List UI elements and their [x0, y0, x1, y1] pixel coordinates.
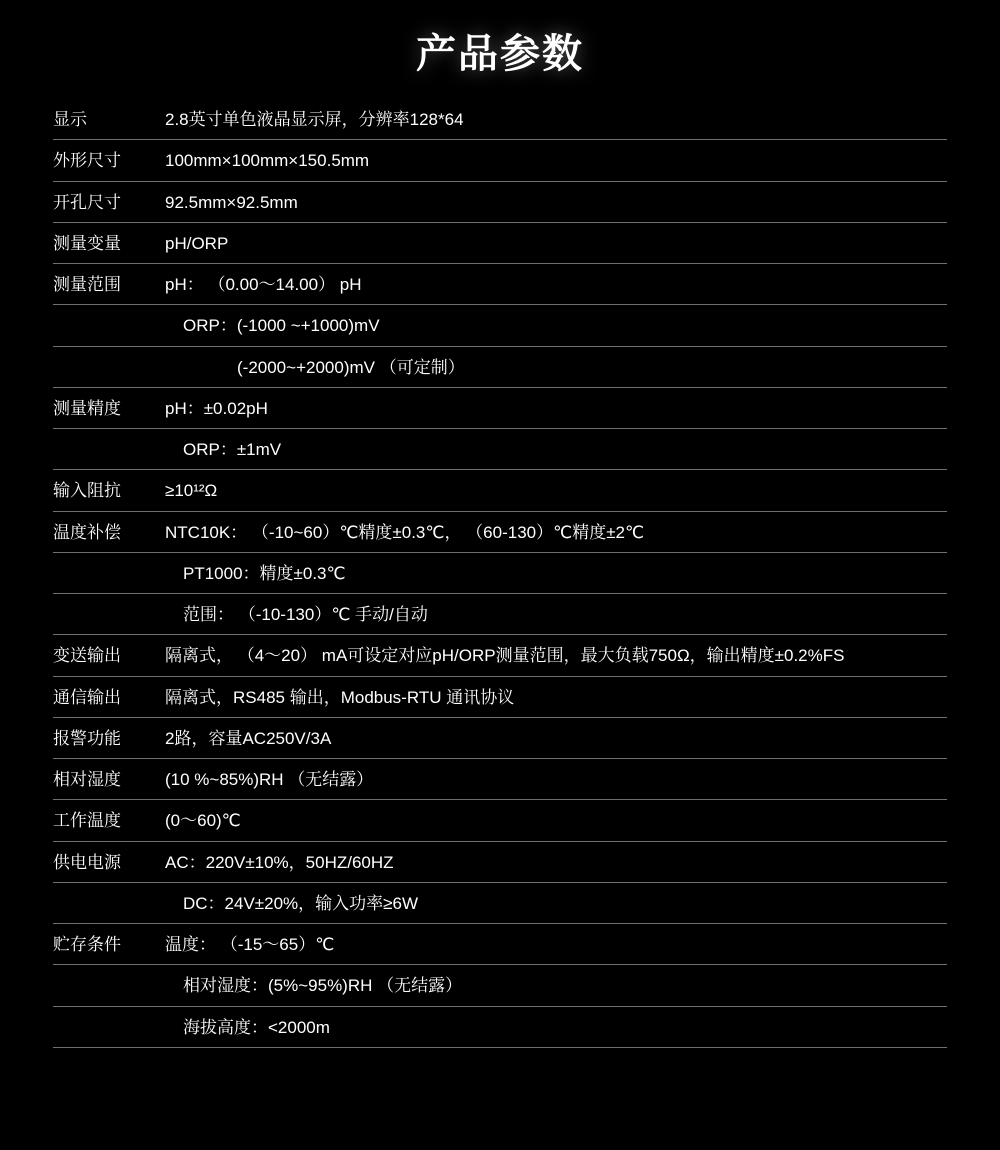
table-row: [53, 181, 947, 222]
spec-label: 相对湿度: [53, 759, 165, 800]
table-row: [53, 346, 947, 387]
page-title: 产品参数: [416, 32, 584, 76]
spec-label: [53, 429, 165, 470]
spec-value: 隔离式， （4～20） mA可设定对应pH/ORP测量范围，最大负载750Ω，输出精度±0.2%FS: [165, 635, 947, 676]
table-row: [53, 552, 947, 593]
spec-label: [53, 882, 165, 923]
spec-label: [53, 594, 165, 635]
spec-label: 显示: [53, 99, 165, 140]
spec-value: pH/ORP: [165, 222, 947, 263]
spec-value: 100mm×100mm×150.5mm: [165, 140, 947, 181]
table-row: [53, 511, 947, 552]
spec-label: [53, 305, 165, 346]
spec-table-body: [53, 99, 947, 1047]
spec-value: 海拔高度：<2000m: [165, 1006, 947, 1047]
spec-value: 隔离式，RS485 输出，Modbus-RTU 通讯协议: [165, 676, 947, 717]
spec-value: pH： （0.00～14.00） pH: [165, 264, 947, 305]
spec-value: AC：220V±10%，50HZ/60HZ: [165, 841, 947, 882]
spec-label: 输入阻抗: [53, 470, 165, 511]
spec-value: (0～60)℃: [165, 800, 947, 841]
spec-value: NTC10K： （-10~60）℃精度±0.3℃， （60-130）℃精度±2℃: [165, 511, 947, 552]
spec-label: 外形尺寸: [53, 140, 165, 181]
table-row: [53, 882, 947, 923]
table-row: [53, 594, 947, 635]
spec-label: 开孔尺寸: [53, 181, 165, 222]
spec-label: 工作温度: [53, 800, 165, 841]
table-row: [53, 635, 947, 676]
spec-label: 贮存条件: [53, 924, 165, 965]
spec-value: 2.8英寸单色液晶显示屏，分辨率128*64: [165, 99, 947, 140]
spec-value: ≥10¹²Ω: [165, 470, 947, 511]
spec-value: 相对湿度：(5%~95%)RH （无结露）: [165, 965, 947, 1006]
spec-value: ORP：(-1000 ~+1000)mV: [165, 305, 947, 346]
spec-value: 92.5mm×92.5mm: [165, 181, 947, 222]
table-row: [53, 717, 947, 758]
table-row: [53, 759, 947, 800]
table-row: [53, 140, 947, 181]
table-row: [53, 429, 947, 470]
spec-label: 温度补偿: [53, 511, 165, 552]
spec-label: 测量范围: [53, 264, 165, 305]
spec-label: 供电电源: [53, 841, 165, 882]
spec-label: [53, 552, 165, 593]
spec-label: 测量变量: [53, 222, 165, 263]
spec-value: 范围： （-10-130）℃ 手动/自动: [165, 594, 947, 635]
spec-value: PT1000：精度±0.3℃: [165, 552, 947, 593]
table-row: [53, 305, 947, 346]
table-row: [53, 99, 947, 140]
spec-value: (10 %~85%)RH （无结露）: [165, 759, 947, 800]
spec-value: pH：±0.02pH: [165, 387, 947, 428]
table-row: [53, 676, 947, 717]
table-row: [53, 387, 947, 428]
table-row: [53, 222, 947, 263]
spec-label: [53, 346, 165, 387]
spec-label: 通信输出: [53, 676, 165, 717]
spec-label: [53, 1006, 165, 1047]
spec-table: [53, 99, 947, 1048]
spec-label: 测量精度: [53, 387, 165, 428]
table-row: [53, 924, 947, 965]
table-row: [53, 800, 947, 841]
table-row: [53, 264, 947, 305]
table-row: [53, 1006, 947, 1047]
spec-value: (-2000~+2000)mV （可定制）: [165, 346, 947, 387]
table-row: [53, 841, 947, 882]
spec-label: 报警功能: [53, 717, 165, 758]
table-row: [53, 470, 947, 511]
spec-label: [53, 965, 165, 1006]
spec-value: DC：24V±20%，输入功率≥6W: [165, 882, 947, 923]
spec-label: 变送输出: [53, 635, 165, 676]
spec-value: ORP：±1mV: [165, 429, 947, 470]
table-row: [53, 965, 947, 1006]
spec-value: 2路，容量AC250V/3A: [165, 717, 947, 758]
spec-value: 温度： （-15～65）℃: [165, 924, 947, 965]
